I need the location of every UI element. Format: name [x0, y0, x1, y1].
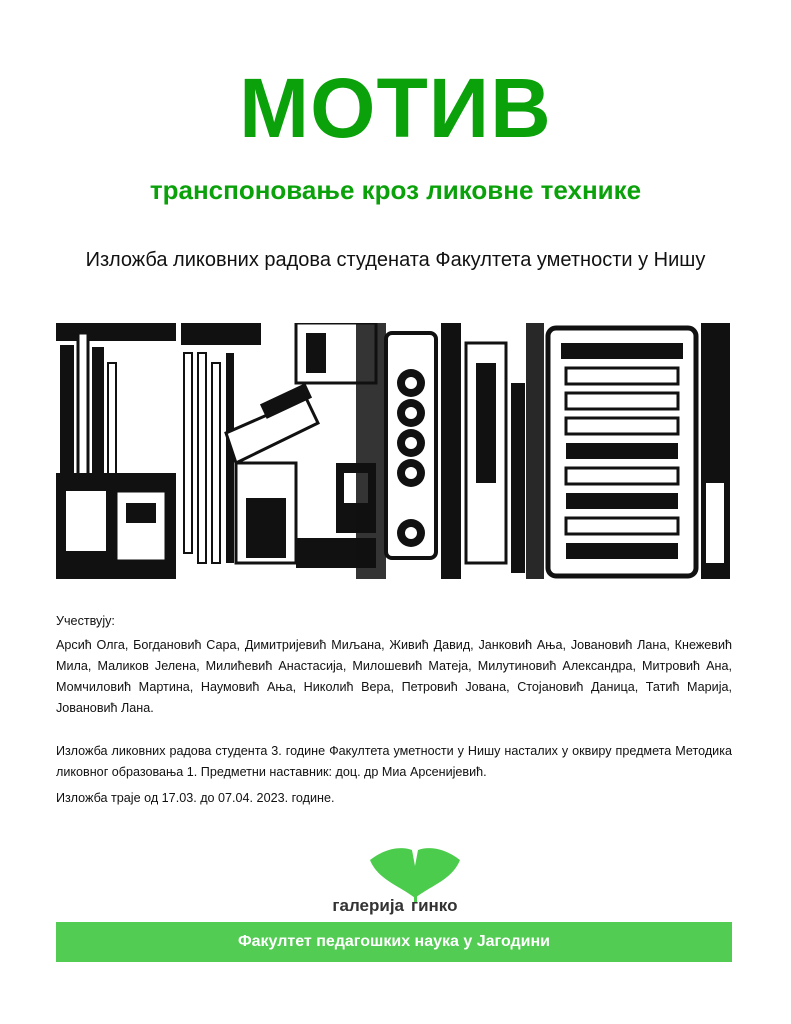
exhibition-dates: Изложба траје од 17.03. до 07.04. 2023. године.	[56, 791, 335, 805]
footer-text: Факултет педагошких наука у Јагодини	[237, 933, 551, 950]
gallery-logo	[300, 846, 500, 924]
exhibition-line: Изложба ликовних радова студената Факултета уметности у Нишу	[85, 249, 706, 271]
logo-word-left: галерија	[332, 896, 404, 915]
ginkgo-leaf-icon	[360, 846, 470, 902]
participants-heading: Учествују:	[56, 614, 115, 628]
poster-title: МОТИВ	[239, 61, 552, 155]
art-supplies-photo	[56, 323, 730, 579]
footer-bar	[56, 922, 732, 962]
logo-word-right: гинко	[411, 896, 458, 915]
participants-list: Арсић Олга, Богдановић Сара, Димитријевић Миљана, Живић Давид, Јанковић Ања, Јовановић Лана, Кнежевић Мила, Маликов Јелена, Милићевић Анастасија, Милошевић Матеја, Милутиновић Александра, Митровић Ана, Момчиловић Мартина, Наумовић Ања, Николић Вера, Петровић Јована, Стојановић Даница, Татић Марија, Јовановић Лана.	[56, 638, 732, 715]
poster-subtitle: транспоновање кроз ликовне технике	[149, 175, 642, 205]
exhibition-description: Изложба ликовних радова студента 3. године Факултета уметности у Нишу насталих у оквиру предмета Методика ликовног образовања 1. Предметни наставник: доц. др Миа Арсенијевић.	[56, 744, 732, 779]
